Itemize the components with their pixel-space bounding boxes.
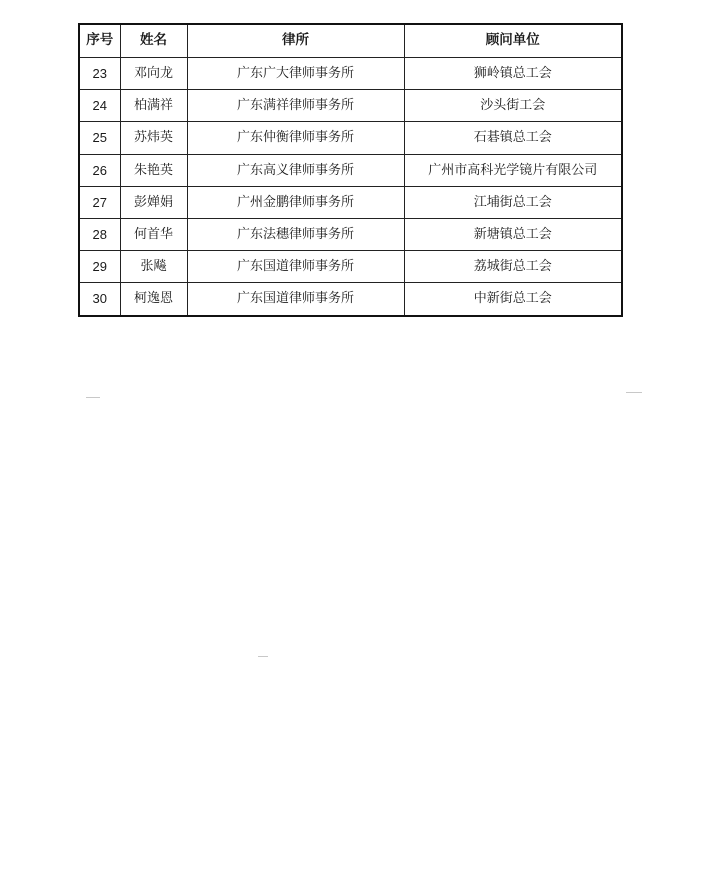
table-row (79, 218, 622, 250)
cell-advisory-unit: 狮岭镇总工会 (404, 58, 622, 90)
cell-law-firm: 广东法穗律师事务所 (187, 218, 404, 250)
cell-advisory-unit: 中新街总工会 (404, 283, 622, 316)
table-row (79, 90, 622, 122)
scan-speck (626, 392, 642, 393)
cell-name: 张飚 (120, 251, 187, 283)
cell-law-firm: 广州金鹏律师事务所 (187, 186, 404, 218)
cell-name: 邓向龙 (120, 58, 187, 90)
table-row (79, 122, 622, 154)
cell-law-firm: 广东高义律师事务所 (187, 154, 404, 186)
cell-name: 柯逸恩 (120, 283, 187, 316)
table-row (79, 283, 622, 316)
scan-speck (86, 397, 100, 398)
cell-advisory-unit: 沙头街工会 (404, 90, 622, 122)
cell-advisory-unit: 广州市高科光学镜片有限公司 (404, 154, 622, 186)
cell-name: 彭婵娟 (120, 186, 187, 218)
cell-law-firm: 广东满祥律师事务所 (187, 90, 404, 122)
cell-law-firm: 广东仲衡律师事务所 (187, 122, 404, 154)
cell-advisory-unit: 江埔街总工会 (404, 186, 622, 218)
cell-law-firm: 广东国道律师事务所 (187, 283, 404, 316)
cell-law-firm: 广东国道律师事务所 (187, 251, 404, 283)
table-row (79, 186, 622, 218)
cell-serial-number: 29 (79, 251, 120, 283)
table-row (79, 154, 622, 186)
cell-advisory-unit: 新塘镇总工会 (404, 218, 622, 250)
cell-serial-number: 30 (79, 283, 120, 316)
header-law-firm: 律所 (187, 24, 404, 58)
cell-advisory-unit: 荔城街总工会 (404, 251, 622, 283)
table-row (79, 251, 622, 283)
header-serial-number: 序号 (79, 24, 120, 58)
header-name: 姓名 (120, 24, 187, 58)
cell-serial-number: 24 (79, 90, 120, 122)
table-header-row (79, 24, 622, 58)
cell-serial-number: 23 (79, 58, 120, 90)
scan-speck (258, 656, 268, 657)
cell-advisory-unit: 石碁镇总工会 (404, 122, 622, 154)
cell-name: 朱艳英 (120, 154, 187, 186)
cell-serial-number: 27 (79, 186, 120, 218)
lawyer-assignment-table (78, 23, 623, 317)
cell-serial-number: 26 (79, 154, 120, 186)
table-row (79, 58, 622, 90)
cell-name: 柏满祥 (120, 90, 187, 122)
cell-law-firm: 广东广大律师事务所 (187, 58, 404, 90)
cell-serial-number: 28 (79, 218, 120, 250)
cell-name: 苏炜英 (120, 122, 187, 154)
cell-serial-number: 25 (79, 122, 120, 154)
header-advisory-unit: 顾问单位 (404, 24, 622, 58)
cell-name: 何首华 (120, 218, 187, 250)
